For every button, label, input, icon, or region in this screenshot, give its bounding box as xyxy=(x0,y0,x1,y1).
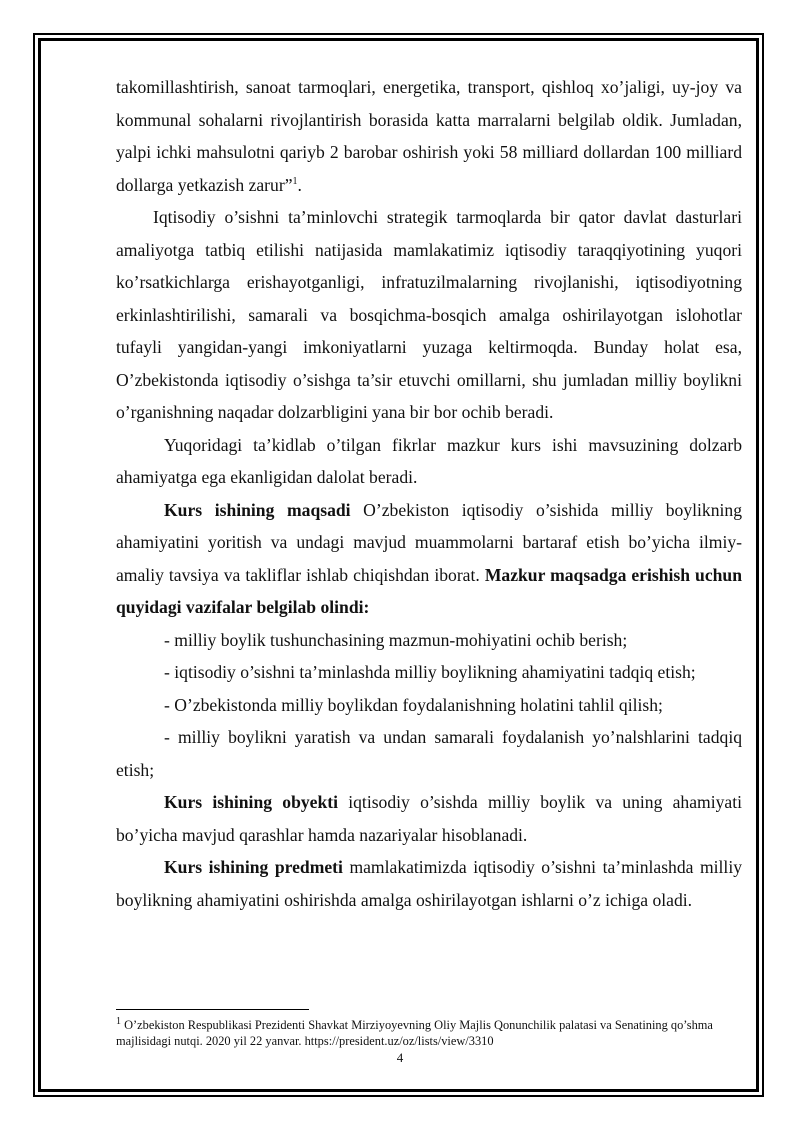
footnote-separator xyxy=(116,1009,309,1010)
footnote-text: O’zbekiston Respublikasi Prezidenti Shavkat Mirziyoyevning Oliy Majlis Qonunchilik palatasi va Senatining qo’shma majlisidagi nutqi. 2020 yil 22 yanvar. https://president.uz/oz/lists/view/3310 xyxy=(116,1018,713,1048)
paragraph-2: Iqtisodiy o’sishni ta’minlovchi strategik tarmoqlarda bir qator davlat dasturlari amaliyotga tatbiq etilishi natijasida mamlakatimiz iqtisodiy taraqqiyotining yuqori ko’rsatkichlarga erishayotganligi, infratuzilmalarning rivojlanishi, iqtisodiyotning erkinlashtirilishi, samarali va bosqichma-bosqich amalga oshirilayotgan islohotlar tufayli yangidan-yangi imkoniyatlarni yuzaga keltirmoqda. Bunday holat esa, O’zbekistonda iqtisodiy o’sishga ta’sir etuvchi omillarni, shu jumladan milliy boylikni o’rganishning naqadar dolzarbligini yana bir bor ochib beradi. xyxy=(116,207,742,422)
paragraph-1-text: takomillashtirish, sanoat tarmoqlari, energetika, transport, qishloq xo’jaligi, uy-joy va kommunal sohalarni rivojlantirish borasida katta marralarni belgilab oldik. Jumladan, yalpi ichki mahsulotni qariyb 2 barobar oshirish yoki 58 milliard dollardan 100 milliard dollarga yetkazish zarur” xyxy=(116,77,742,195)
page-number: 4 xyxy=(396,1050,404,1065)
document-body xyxy=(116,71,742,916)
task-item: - O’zbekistonda milliy boylikdan foydalanishning holatini tahlil qilish; xyxy=(164,694,663,715)
paragraph-subject xyxy=(116,851,742,916)
goal-heading: Kurs ishining maqsadi xyxy=(164,499,351,520)
footnote-ref[interactable]: 1 xyxy=(292,175,298,187)
subject-text: mamlakatimizda iqtisodiy o’sishni ta’minlashda milliy boylikning ahamiyatini oshirishda amalga oshirilayotgan ishlarni o’z ichiga oladi. xyxy=(116,857,743,910)
tasks-heading: Mazkur maqsadga erishish uchun quyidagi vazifalar belgilab olindi: xyxy=(116,564,742,617)
paragraph-1-end: . xyxy=(297,174,302,195)
paragraph-1 xyxy=(116,71,742,201)
paragraph-goal xyxy=(116,494,742,624)
goal-text: O’zbekiston iqtisodiy o’sishida milliy boylikning ahamiyatini yoritish va undagi mavjud muammolarni bartaraf etish bo’yicha ilmiy-amaliy tavsiya va takliflar ishlab chiqishdan iborat. xyxy=(116,499,743,585)
footnote xyxy=(116,1015,742,1049)
subject-heading: Kurs ishining predmeti xyxy=(164,857,343,877)
paragraph-3: Yuqoridagi ta’kidlab o’tilgan fikrlar mazkur kurs ishi mavsuzining dolzarb ahamiyatga ega ekanligidan dalolat beradi. xyxy=(116,434,742,487)
task-item: - milliy boylik tushunchasining mazmun-mohiyatini ochib berish; xyxy=(164,629,628,650)
footnote-marker: 1 xyxy=(116,1015,121,1027)
task-item: - iqtisodiy o’sishni ta’minlashda milliy boylikning ahamiyatini tadqiq etish; xyxy=(164,662,696,682)
task-item: - milliy boylikni yaratish va undan samarali foydalanish yo’nalshlarini tadqiq etish; xyxy=(116,727,742,780)
object-text: iqtisodiy o’sishda milliy boylik va uning ahamiyati bo’yicha mavjud qarashlar hamda nazariyalar hisoblanadi. xyxy=(116,792,742,845)
object-heading: Kurs ishining obyekti xyxy=(164,792,338,812)
paragraph-object xyxy=(116,786,742,851)
